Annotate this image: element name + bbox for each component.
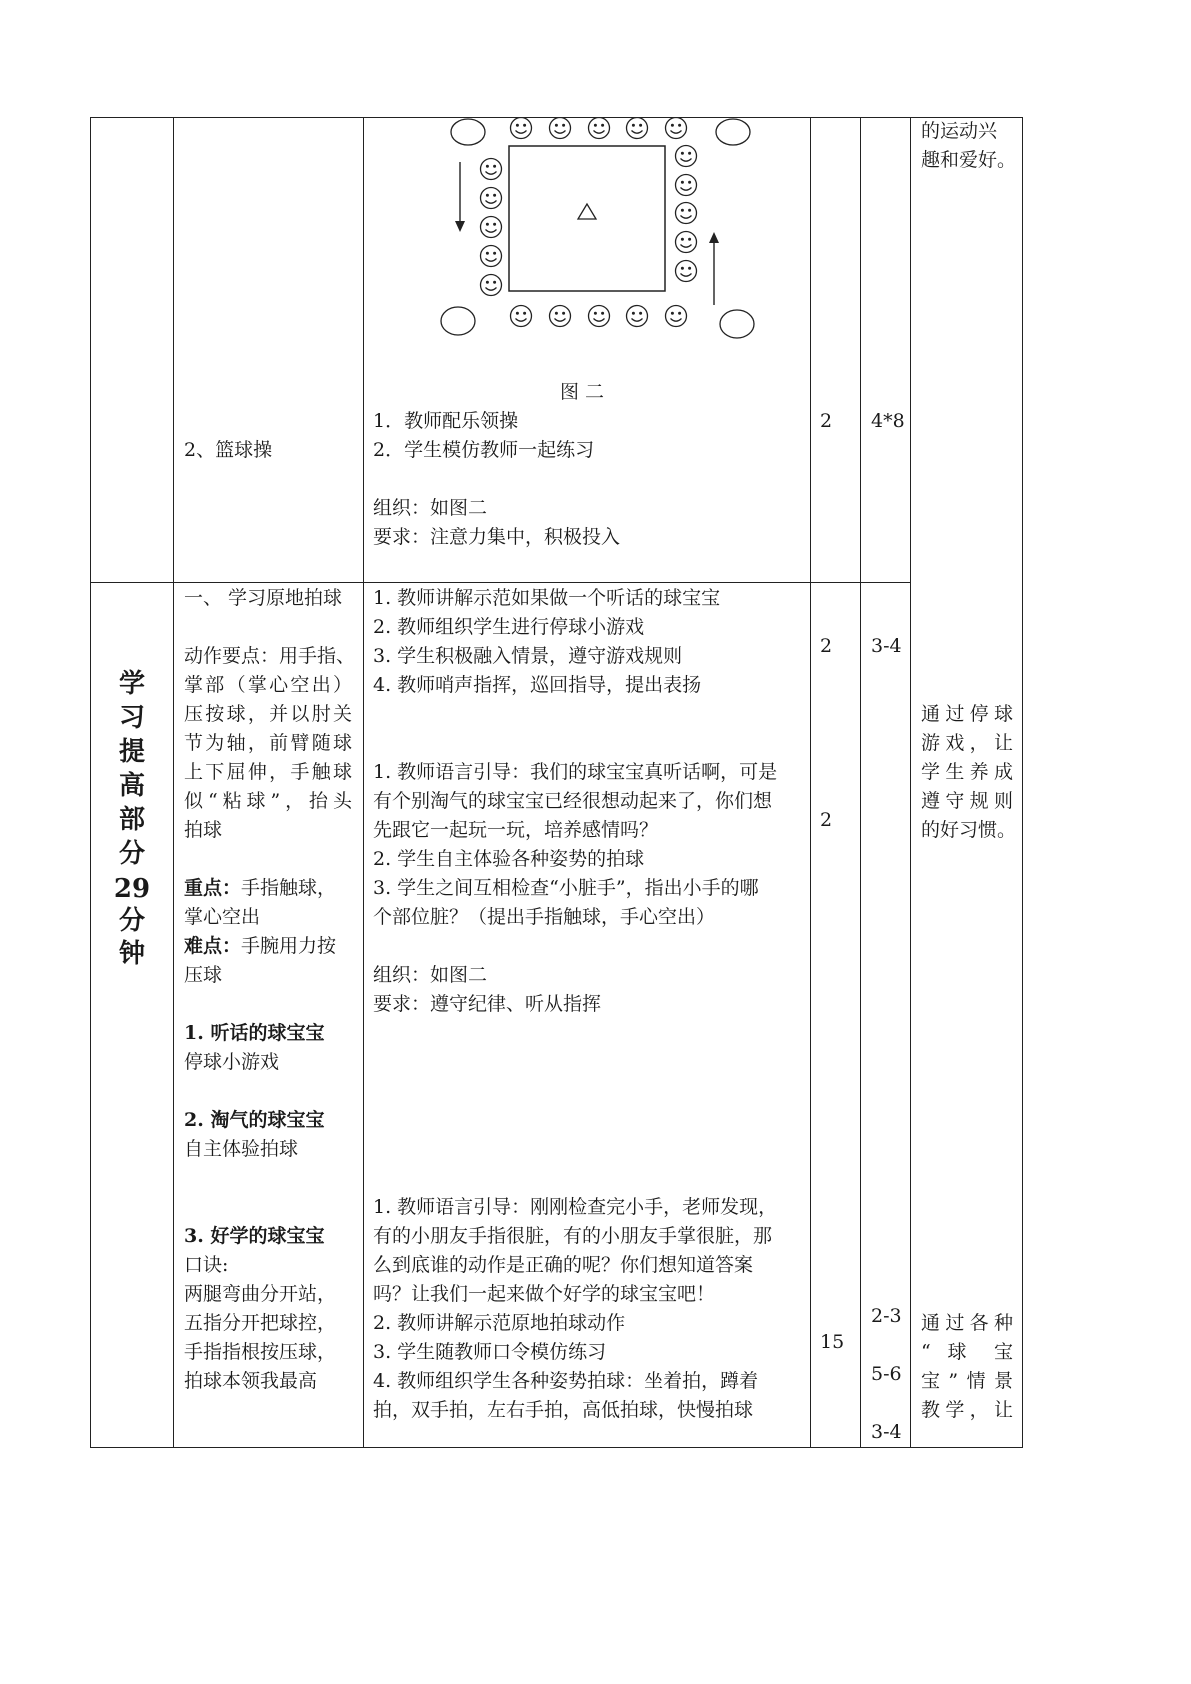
rhyme-line: 口诀: [184,1254,229,1276]
content-heading: 一、 学习原地拍球 [184,587,343,609]
method-step: 1．教师配乐领操 [373,410,519,432]
table-divider [860,117,861,1448]
content-item: 2、篮球操 [184,439,273,461]
key-point: 重点：手指触球， [184,877,337,899]
action-points: 节为轴，前臂随球 [184,732,352,754]
goal-text: 通过停球 [921,703,1013,725]
arrow-down-icon [455,162,465,232]
action-points: 掌部（掌心空出） [184,674,352,696]
requirement-text: 要求：遵守纪律、听从指挥 [373,993,602,1015]
game-title: 1. 听话的球宝宝 [184,1022,325,1044]
formation-diagram [364,118,810,388]
table-divider [810,117,811,1448]
method-step: 1. 教师语言引导：我们的球宝宝真听话啊，可是 [373,761,778,783]
smiley-face-icon [676,203,697,224]
key-point: 掌心空出 [184,906,261,928]
ball-circle-icon [716,119,750,145]
smiley-face-icon [666,306,687,327]
smiley-face-icon [481,275,502,296]
smiley-face-icon [481,246,502,267]
table-border-right [1022,117,1023,1448]
action-points: 上下屈伸，手触球 [184,761,352,783]
reps-value: 3-4 [871,635,902,657]
rhyme-line: 手指指根按压球， [184,1341,337,1363]
game-title: 3. 好学的球宝宝 [184,1225,325,1247]
method-step: 1. 教师讲解示范如果做一个听话的球宝宝 [373,587,721,609]
ball-circle-icon [441,307,475,335]
goal-text: 的好习惯。 [921,819,1017,841]
action-points: 拍球 [184,819,223,841]
method-step: 3. 学生随教师口令模仿练习 [373,1341,607,1363]
goal-text: 宝”情景 [921,1370,1013,1392]
smiley-face-icon [627,306,648,327]
smiley-face-icon [550,118,571,139]
reps-value: 3-4 [871,1421,902,1443]
time-value: 15 [820,1331,845,1353]
method-step: 么到底谁的动作是正确的呢？你们想知道答案 [373,1254,754,1276]
smiley-face-icon [481,217,502,238]
rhyme-line: 拍球本领我最高 [184,1370,318,1392]
smiley-face-icon [481,159,502,180]
reps-value: 2-3 [871,1305,902,1327]
game-title: 2. 淘气的球宝宝 [184,1109,325,1131]
smiley-face-icon [550,306,571,327]
ball-circle-icon [720,310,754,338]
smiley-face-icon [676,146,697,167]
rhyme-line: 五指分开把球控， [184,1312,337,1334]
goal-text: “ 球 宝 [921,1341,1013,1363]
method-step: 2. 教师组织学生进行停球小游戏 [373,616,645,638]
action-points: 压按球，并以肘关 [184,703,352,725]
game-description: 自主体验拍球 [184,1138,299,1160]
smiley-face-icon [481,188,502,209]
organization-text: 组织：如图二 [373,497,488,519]
action-points: 似“粘球”，抬头 [184,790,352,812]
smiley-face-icon [666,118,687,139]
method-step: 2．学生模仿教师一起练习 [373,439,595,461]
table-border-left [90,117,91,1448]
method-step: 2. 教师讲解示范原地拍球动作 [373,1312,626,1334]
table-divider [173,117,174,1448]
method-step: 个部位脏？（提出手指触球，手心空出） [373,906,716,928]
time-value: 2 [820,635,833,657]
smiley-face-icon [589,118,610,139]
smiley-face-icon [676,232,697,253]
method-step: 3. 学生之间互相检查“小脏手”，指出小手的哪 [373,877,759,899]
smiley-face-icon [511,306,532,327]
method-step: 吗？让我们一起来做个好学的球宝宝吧！ [373,1283,716,1305]
game-description: 停球小游戏 [184,1051,280,1073]
method-step: 有个别淘气的球宝宝已经很想动起来了，你们想 [373,790,773,812]
method-step: 4. 教师组织学生各种姿势拍球：坐着拍，蹲着 [373,1370,759,1392]
method-step: 有的小朋友手指很脏，有的小朋友手掌很脏，那 [373,1225,773,1247]
goal-text: 的运动兴 [921,120,998,142]
smiley-face-icon [627,118,648,139]
method-step: 4. 教师哨声指挥，巡回指导，提出表扬 [373,674,702,696]
arrow-up-icon [709,232,719,305]
smiley-face-icon [511,118,532,139]
teacher-triangle-icon [578,204,596,219]
time-value: 2 [820,809,833,831]
goal-text: 趣和爱好。 [921,149,1017,171]
method-step: 2. 学生自主体验各种姿势的拍球 [373,848,645,870]
goal-text: 遵守规则 [921,790,1013,812]
method-step: 先跟它一起玩一玩，培养感情吗？ [373,819,659,841]
reps-value: 5-6 [871,1363,902,1385]
method-step: 1. 教师语言引导：刚刚检查完小手，老师发现， [373,1196,778,1218]
smiley-face-icon [676,175,697,196]
smiley-face-icon [589,306,610,327]
difficulty-point: 难点：手腕用力按 [184,935,337,957]
smiley-face-icon [676,261,697,282]
organization-text: 组织：如图二 [373,964,488,986]
rhyme-line: 两腿弯曲分开站， [184,1283,337,1305]
method-step: 3. 学生积极融入情景，遵守游戏规则 [373,645,683,667]
table-divider [910,117,911,1448]
section-minutes: 29 [113,874,151,904]
reps-value: 4*8 [871,410,905,432]
ball-circle-icon [451,119,485,145]
figure-caption: 图 二 [560,381,605,403]
goal-text: 通过各种 [921,1312,1013,1334]
goal-text: 游戏，让 [921,732,1013,754]
method-step: 拍，双手拍，左右手拍，高低拍球，快慢拍球 [373,1399,754,1421]
goal-text: 教学，让 [921,1399,1013,1421]
requirement-text: 要求：注意力集中，积极投入 [373,526,621,548]
time-value: 2 [820,410,833,432]
action-points: 动作要点：用手指、 [184,645,356,667]
goal-text: 学生养成 [921,761,1013,783]
difficulty-point: 压球 [184,964,223,986]
